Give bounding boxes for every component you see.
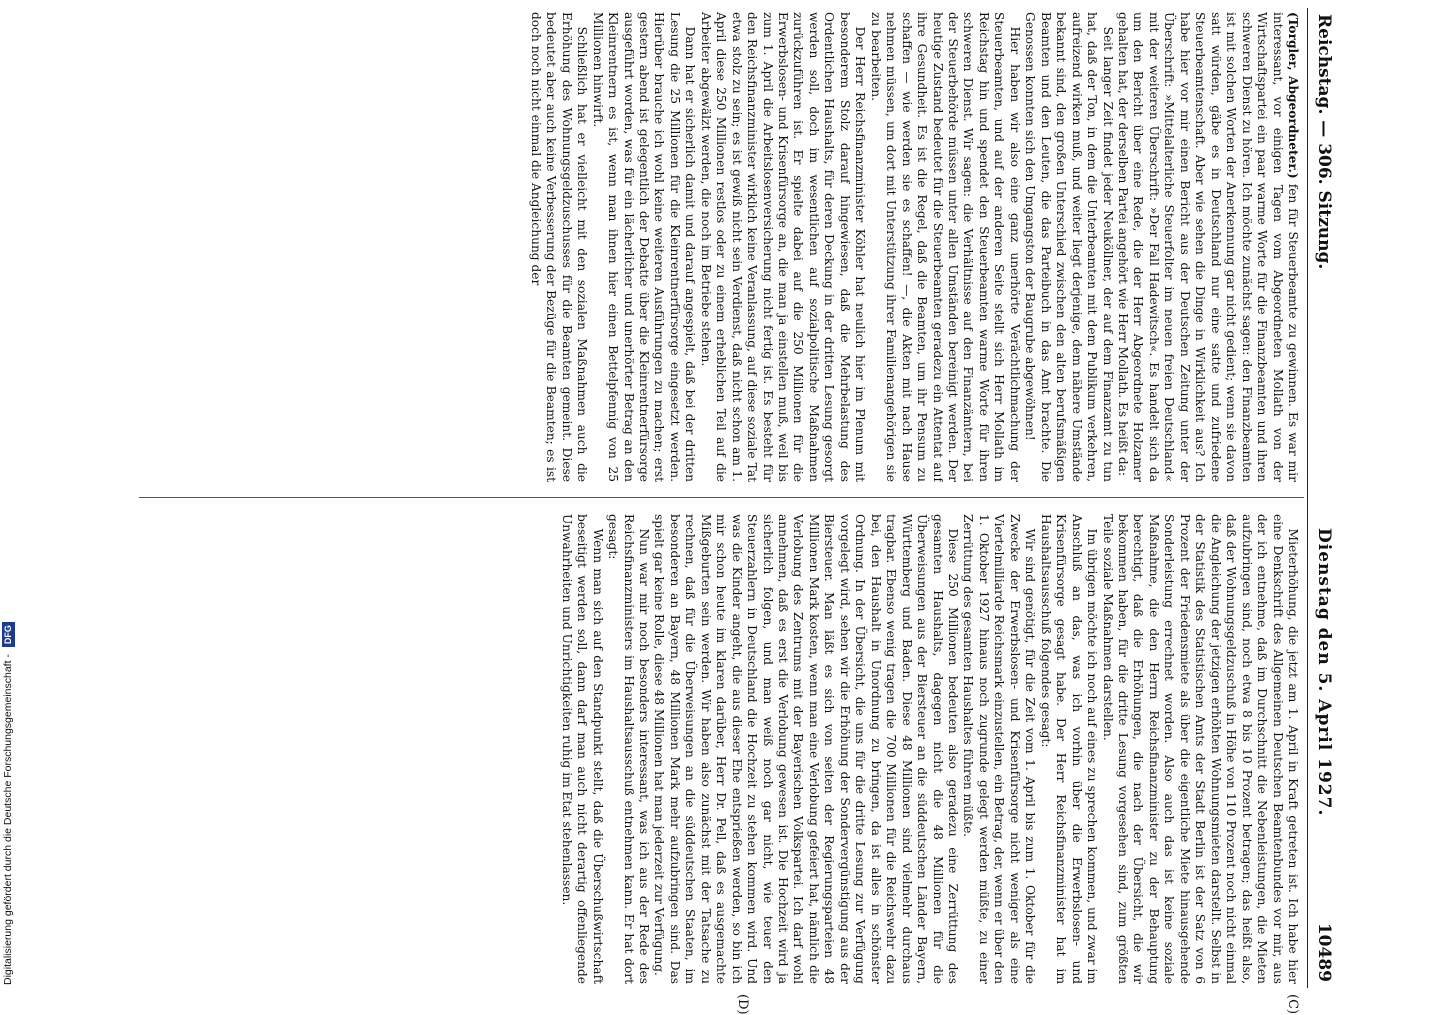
paragraph-text: Dann hat er sicherlich damit und darauf angespielt, daß bei der dritten Lesung die 25 Millionen für die Kleinrentnerfürsorge eingesetzt werden. Hierüber brauche ich wohl keine weiteren Ausführungen zu machen; erst gestern abend ist gelegentlich der Debatte über die Kleinrentnerfürsorge ausgeführt worden, was für ein lächerlicher und unerhörter Betrag an den Kleinrentnern es ist, wenn man ihnen hier einen Bettelpfennig von 25 Millionen hinwirft.: [590, 12, 698, 482]
paragraph-text: Hier haben wir also eine ganz unerhörte Verächtlichmachung der Steuerbeamten, und auf der anderen Seite stellt sich Herr Mollath im Reichstag hin und spendet den Steuerbeamten warme Worte für ihren schweren Dienst. Wir sagen: die Verhältnisse auf den Finanzämtern, bei der Steuerbehörde müssen unter allen Umständen bereinigt werden. Der heutige Zustand bedeutet für die Steuerbeamten geradezu ein Attentat auf ihre Gesundheit. Es ist die Regel, daß die Beamten, um ihr Pensum zu schaffen — wie werden sie es schaffen! —, die Akten mit nach Hause nehmen müssen, um dort mit Unterstützung ihrer Familienangehörigen sie zu bearbeiten.: [868, 12, 1022, 482]
paragraph: [1115, 12, 1300, 482]
funding-footer: [0, 5, 16, 985]
margin-marker-d: (D): [735, 994, 750, 1015]
paragraph-text: Wir sind genötigt, für die Zeit vom 1. April bis zum 1. Oktober für die Zwecke der Erwerbslosen- und Krisenfürsorge nicht weniger als eine Viertelmilliarde Reichsmark einzustellen, ein Betrag, der, wenn er über den 1. Oktober 1927 hinaus noch zugrunde gelegt werden müßte, zu einer Zerrüttung des gesamten Haushaltes führen müßte.: [961, 514, 1038, 984]
paragraph-text: Wenn man sich auf den Standpunkt stellt, daß die Überschußwirtschaft beseitigt werden soll, dann darf man auch nicht derartig offenliegende Unwahrheiten und Unrichtigkeiten ruhig im Etat stehenlassen.: [559, 514, 605, 984]
paragraph: [867, 12, 1022, 482]
paragraph-text: Diese 250 Millionen bedeuten also geradezu eine Zerrüttung des gesamten Haushalts, dagegen nicht die 48 Millionen für die Überweisungen aus der Biersteuer an die süddeutschen Länder Bayern, Württemberg und Baden. Diese 48 Millionen sind vielmehr durchaus tragbar. Ebenso wenig tragen die 700 Millionen für die Reichswehr dazu bei, den Haushalt in Unordnung zu bringen, da ist alles in schönster Ordnung. In der Übersicht, die uns für die dritte Lesung zur Verfügung vorgelegt wird, sehen wir die Erhöhung der Sondervergünstigung aus der Biersteuer. Man läßt es sich von seiten der Regierungsparteien 48 Millionen Mark kosten, wenn man eine Verlobung gefeiert hat, nämlich die Verlobung des Zentrums mit der Bayerischen Volkspartei. Ich darf wohl annehmen, daß es erst die Verlobung gewesen ist. Die Hochzeit wird ja sicherlich folgen, und man weiß noch gar nicht, wie teuer den Steuerzahlern in Deutschland die Hochzeit zu stehen kommen wird. Und was die Kinder angeht, die aus dieser Ehe entsprießen werden, so bin ich mir schon heute im klaren darüber, Herr Dr. Pell, daß es ausgemachte Mißgeburten sein werden. Wir haben also zunächst mit der Tatsache zu rechnen, daß für die Überweisungen an die süddeutschen Staaten, im besonderen an Bayern, 48 Millionen Mark mehr aufzubringen sind. Das spielt gar keine Rolle, diese 48 Millionen hat man jederzeit zur Verfügung.: [652, 514, 961, 984]
paragraph-text: Seit langer Zeit findet jeder Neuköllner, der auf dem Finanzamt zu tun hat, daß der Ton, in dem die Unterbeamten mit dem Publikum verkehren, aufreizend wirken muß, und weiter liegt derjenige, dem nähere Umstände bekannt sind, den großen Unterschied zwischen den alten berufsmäßigen Beamten und den Leuten, die das Parteibuch in das Amt brachte. Die Genossen konnten sich den Umgangston der Baugrube abgewöhnen!: [1023, 12, 1115, 482]
paragraph: [1037, 514, 1099, 984]
speaker-name: (Torgler, Abgeordneter.): [1286, 12, 1300, 179]
funding-note: Digitalisierung gefördert durch die Deutsche Forschungsgemeinschaft -: [2, 654, 14, 985]
margin-marker-c: (C): [1285, 994, 1300, 1015]
paragraph: [651, 514, 960, 984]
paragraph-text: Der Herr Reichsfinanzminister Köhler hat neulich hier im Plenum mit besonderem Stolz darauf hingewiesen, daß die Mehrbelastung des Ordentlichen Haushalts, für deren Deckung in der dritten Lesung gesorgt werden soll, doch im wesentlichen auf sozialpolitische Maßnahmen zurückzuführen ist. Er spielte dabei auf die 250 Millionen für die Erwerbslosen- und Krisenfürsorge an, die man ja einstellen muß, weil bis zum 1. April die Arbeitslosenversicherung nicht fertig ist. Es besteht für den Reichsfinanzminister wirklich keine Veranlassung, auf diese soziale Tat etwa stolz zu sein; es ist gewiß nicht sein Verdienst, daß nicht schon am 1. April diese 250 Millionen restlos oder zu einem erheblichen Teil auf die Arbeiter abgewälzt werden, die noch im Betriebe stehen.: [698, 12, 868, 482]
paragraph: [558, 514, 604, 984]
paragraph: [697, 12, 867, 482]
paragraph-text: Mieterhöhung, die jetzt am 1. April in Kraft getreten ist. Ich habe hier eine Denkschrift des Allgemeinen Deutschen Beamtenbundes vor mir, aus der ich entnehme, daß im Durchschnitt die Nebenleistungen, die Mieten aufzubringen sind, noch etwa 8 bis 10 Prozent betragen; das heißt also, daß der Wohnungsgeldzuschuß in Höhe von 110 Prozent noch nicht einmal die Angleichung der jetzigen erhöhten Wohnungsmieten darstellt. Selbst in der Statistik des Statistischen Amts der Stadt Berlin ist der Satz von 6 Prozent der Friedensmiete als über die eigentliche Miete hinausgehende Sonderleistung errechnet worden. Also auch das ist keine soziale Maßnahme, die den Herrn Reichsfinanzminister zu der Behauptung berechtigt, daß die Erhöhungen, die nach der Übersicht, die wir bekommen haben, für die dritte Lesung vorgesehen sind, zum größten Teile soziale Maßnahmen darstellen.: [1100, 514, 1300, 984]
paragraph: [960, 514, 1037, 984]
right-column: [135, 514, 1300, 984]
header-session: Reichstag. — 306. Sitzung.: [1314, 14, 1334, 270]
paragraph: [1022, 12, 1115, 482]
footer-strip: [0, 0, 16, 1000]
page-number: 10489: [1314, 922, 1334, 982]
paragraph-text: Nun war mir noch besonders interessant, was ich aus der Rede des Reichsfinanzministers im Haushaltsausschuß entnehmen kann. Er hat dort gesagt:: [606, 514, 651, 984]
page-header: [1307, 8, 1340, 988]
paragraph-text: Schließlich hat er vielleicht mit den sozialen Maßnahmen auch die Erhöhung des Wohnungsgeldzuschusses für die Beamten gemeint. Diese bedeutet aber auch keine Verbesserung der Bezüge für die Beamten; es ist doch noch nicht einmal die Angleichung der: [528, 12, 590, 482]
rotated-page: [130, 8, 1340, 1015]
paragraph: [527, 12, 589, 482]
column-divider: [139, 497, 1304, 498]
paragraph: [605, 514, 651, 984]
paragraph: [1099, 514, 1300, 984]
paragraph-text: Im übrigen möchte ich noch auf eines zu sprechen kommen, und zwar im Anschluß an das, was ich vorhin über die Erwerbslosen- und Krisenfürsorge gesagt habe. Der Herr Reichsfinanzminister hat im Haushaltsausschuß folgendes gesagt:: [1038, 514, 1100, 984]
header-date: Dienstag den 5. April 1927.: [1314, 528, 1334, 817]
paragraph-text: fen für Steuerbeamte zu gewinnen. Es war mir interessant, vor einigen Tagen vom Abgeordneten Mollath von der Wirtschaftspartei ein paar warme Worte für die Finanzbeamten und ihren schweren Dienst zu hören. Ich möchte zunächst sagen: den Finanzbeamten ist mit solchen Worten der Anerkennung gar nicht gedient; wenn sie davon satt würden, gäbe es in Deutschland nur eine satte und zufriedene Steuerbeamtenschaft. Aber wie sehen die Dinge in Wirklichkeit aus? Ich habe hier vor mir einen Bericht aus der Deutschen Zeitung unter der Überschrift: »Mittelalterliche Steuerfolter im neuen freien Deutschland« mit der weiteren Überschrift: »Der Fall Hadewitsch«. Es handelt sich da um den Bericht über eine Rede, die der Herr Abgeordnete Holzamer gehalten hat, der derselben Partei angehört wie Herr Mollath. Es heißt da:: [1116, 12, 1300, 482]
paragraph: [589, 12, 697, 482]
dfg-logo-icon: DFG: [2, 622, 15, 647]
left-column: [135, 12, 1300, 482]
